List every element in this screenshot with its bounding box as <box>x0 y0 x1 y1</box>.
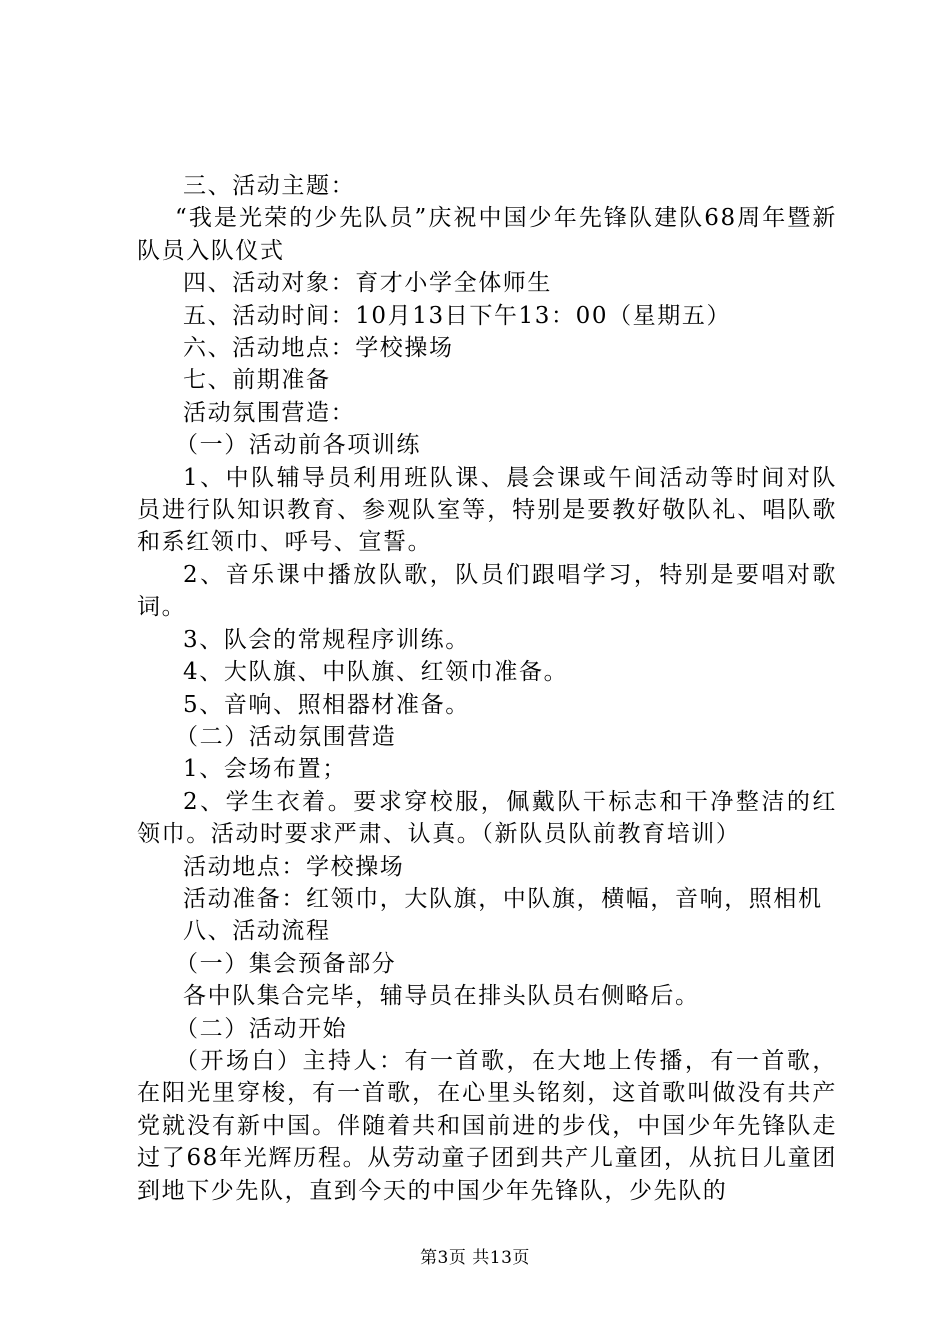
opening-speech: （开场白）主持人：有一首歌，在大地上传播，有一首歌，在阳光里穿梭，有一首歌，在心里头铭刻，这首歌叫做没有共产党就没有新中国。伴随着共和国前进的步伐，中国少年先锋队走过了68年光辉历程。从劳动童子团到共产儿童团，从抗日儿童团到地下少先队，直到今天的中国少年先锋队，少先队的 <box>137 1047 837 1204</box>
training-item-1: 1、中队辅导员利用班队课、晨会课或午间活动等时间对队员进行队知识教育、参观队室等，特别是要教好敬队礼、唱队歌和系红领巾、呼号、宣誓。 <box>137 464 837 556</box>
subsection-training: （一）活动前各项训练 <box>175 432 421 459</box>
atmosphere-item-1: 1、会场布置； <box>183 756 347 783</box>
subsection-atmosphere: （二）活动氛围营造 <box>175 723 397 750</box>
theme-text: “我是光荣的少先队员”庆祝中国少年先锋队建队68周年暨新队员入队仪式 <box>137 205 837 264</box>
subsection-assembly: （一）集会预备部分 <box>175 950 397 977</box>
atmosphere-item-2: 2、学生衣着。要求穿校服，佩戴队干标志和干净整洁的红领巾。活动时要求严肃、认真。（新队员队前教育培训） <box>137 788 837 848</box>
training-item-2: 2、音乐课中播放队歌，队员们跟唱学习，特别是要唱对歌词。 <box>137 561 837 621</box>
section-heading-location: 六、活动地点：学校操场 <box>183 335 454 362</box>
training-item-4: 4、大队旗、中队旗、红领巾准备。 <box>183 659 569 686</box>
section-heading-time: 五、活动时间：10月13日下午13：00（星期五） <box>183 302 732 329</box>
page-footer: 第3页 共13页 <box>420 1248 530 1268</box>
section-heading-theme: 三、活动主题： <box>183 173 356 199</box>
atmosphere-heading: 活动氛围营造： <box>183 399 356 426</box>
activity-location: 活动地点：学校操场 <box>183 853 405 880</box>
training-item-3: 3、队会的常规程序训练。 <box>183 626 470 653</box>
section-heading-process: 八、活动流程 <box>183 918 331 945</box>
section-heading-participants: 四、活动对象：育才小学全体师生 <box>183 270 552 297</box>
section-heading-preparation: 七、前期准备 <box>183 367 331 394</box>
document-body <box>137 170 837 1207</box>
assembly-text: 各中队集合完毕，辅导员在排头队员右侧略后。 <box>183 983 700 1010</box>
subsection-start: （二）活动开始 <box>175 1015 348 1042</box>
activity-preparation: 活动准备：红领巾，大队旗，中队旗，横幅，音响，照相机 <box>183 885 823 912</box>
training-item-5: 5、音响、照相器材准备。 <box>183 691 470 718</box>
